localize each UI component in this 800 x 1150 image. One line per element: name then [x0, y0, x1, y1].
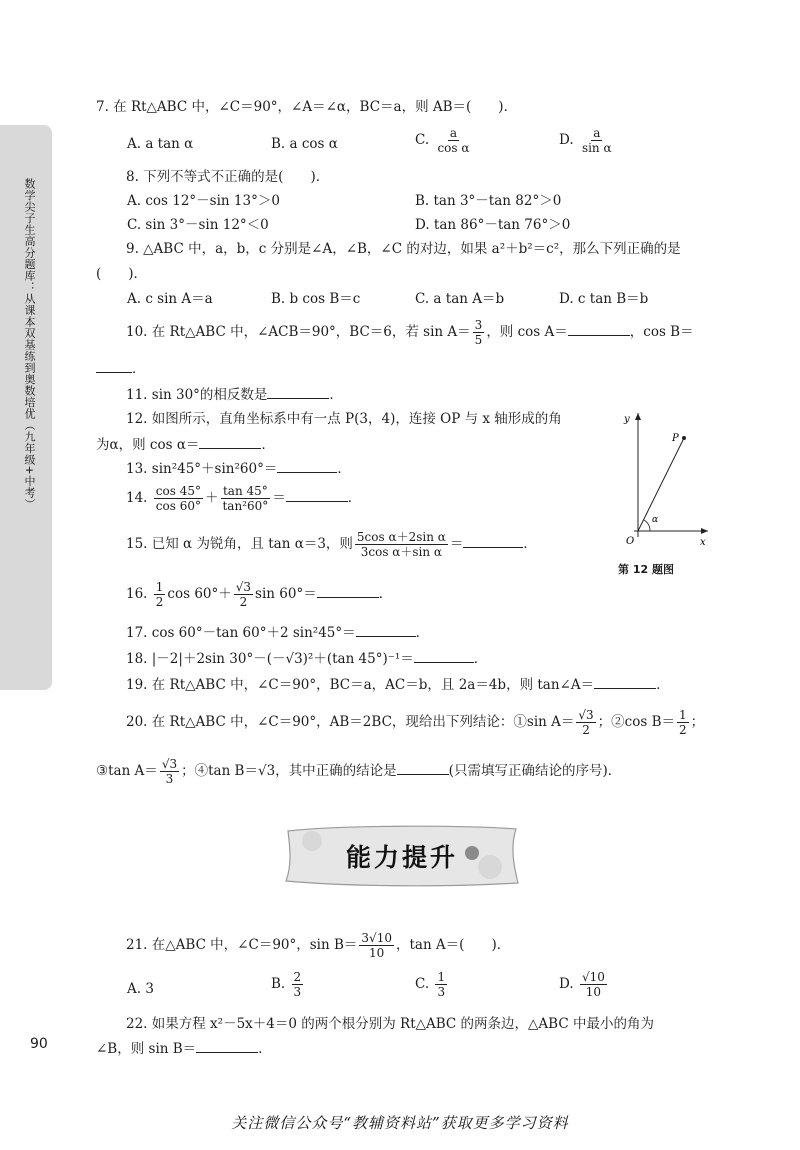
fraction	[220, 484, 270, 513]
fraction	[435, 126, 471, 155]
fraction	[473, 318, 485, 347]
denominator: 3	[165, 772, 174, 786]
question-17	[126, 622, 429, 643]
question-18-end: ．	[473, 651, 488, 667]
question-18	[126, 648, 487, 669]
question-9-option-a: A. c sin A＝a	[127, 291, 213, 307]
question-10-text-mid2: ，cos B＝	[629, 324, 694, 340]
question-15-end: ．	[523, 536, 537, 552]
numerator: 2	[293, 970, 302, 984]
x-axis-label: x	[700, 537, 706, 548]
answer-blank[interactable]	[96, 358, 132, 373]
question-16	[126, 580, 392, 609]
question-10-text-mid: ，则 cos A＝	[486, 324, 568, 340]
question-11-end: ．	[329, 387, 343, 403]
question-21	[126, 931, 510, 960]
denominator: 10	[585, 985, 602, 999]
question-16-term-1: cos 60°＋	[167, 586, 232, 602]
question-13	[126, 458, 351, 479]
numerator: tan 45°	[222, 484, 268, 498]
figure-caption: 第 12 题图	[618, 563, 674, 576]
option-label: B.	[271, 976, 286, 992]
x-axis-arrow	[701, 528, 708, 534]
fraction	[435, 970, 447, 999]
numerator: cos 45°	[155, 484, 201, 498]
question-14-label: 14.	[126, 490, 148, 506]
footer-note: 关注微信公众号“教辅资料站”获取更多学习资料	[231, 1114, 569, 1132]
question-7-option-a: A. a tan α	[127, 136, 194, 152]
question-17-text: 17. cos 60°－tan 60°＋2 sin²45°＝	[126, 625, 356, 641]
question-15	[126, 530, 537, 559]
question-10-line-1	[126, 318, 694, 347]
denominator: sin α	[581, 141, 612, 155]
side-tab-title: 数学尖子生高分题库：从课本双基练到奥数培优（九年级+中考）	[23, 178, 36, 510]
point-p	[682, 436, 686, 440]
question-20-text-2-mid: ；④tan B＝√3，其中正确的结论是	[181, 763, 397, 779]
question-8-stem: 8. 下列不等式不正确的是( )．	[126, 169, 330, 185]
denominator: 10	[369, 946, 385, 960]
question-16-term-2: sin 60°＝	[255, 586, 317, 602]
question-21-option-d	[559, 970, 609, 999]
answer-blank[interactable]	[277, 458, 337, 473]
question-22-text: ∠B，则 sin B＝	[96, 1041, 197, 1057]
question-14	[126, 484, 361, 513]
answer-blank[interactable]	[286, 487, 348, 502]
numerator: a	[593, 126, 601, 140]
question-11	[126, 384, 343, 405]
question-21-option-c	[415, 970, 449, 999]
denominator: cos 60°	[155, 499, 201, 513]
question-21-text: 21. 在△ABC 中，∠C＝90°，sin B＝	[126, 937, 358, 953]
section-banner-text	[282, 823, 522, 889]
question-20-text: 20. 在 Rt△ABC 中，∠C＝90°，AB＝2BC，现给出下列结论：①sin A＝	[126, 714, 575, 730]
denominator: 2	[155, 595, 164, 609]
question-20-text-mid: ；②cos B＝	[597, 714, 675, 730]
denominator: 5	[474, 333, 483, 347]
y-axis-label: y	[624, 414, 630, 425]
option-label: D.	[559, 976, 574, 992]
answer-blank[interactable]	[568, 321, 630, 336]
answer-blank[interactable]	[397, 760, 449, 775]
question-17-end: ．	[415, 625, 430, 641]
denominator: cos α	[437, 141, 470, 155]
segment-op	[638, 438, 684, 531]
numerator: 1	[155, 580, 164, 594]
answer-blank[interactable]	[463, 533, 523, 548]
numerator: 1	[679, 708, 687, 722]
question-19-text: 19. 在 Rt△ABC 中，∠C＝90°，BC＝a，AC＝b，且 2a＝4b，则 tan∠A＝	[126, 677, 595, 693]
fraction	[154, 580, 166, 609]
angle-label: α	[652, 515, 659, 525]
page-number: 90	[30, 1036, 48, 1052]
fraction	[355, 530, 448, 559]
numerator: 3	[474, 318, 483, 332]
denominator: 2	[679, 723, 687, 737]
fraction	[576, 708, 595, 737]
equals-sign: ＝	[272, 490, 286, 506]
question-22-line-1: 22. 如果方程 x²－5x＋4＝0 的两个根分别为 Rt△ABC 的两条边，△ABC 中最小的角为	[126, 1016, 654, 1032]
equals-sign: ＝	[449, 536, 464, 552]
question-20-line-2	[96, 757, 621, 786]
numerator: 3√10	[361, 931, 392, 945]
question-7-option-d	[559, 126, 616, 155]
question-22-end: ．	[258, 1041, 272, 1057]
fraction	[580, 970, 607, 999]
question-10-text: 10. 在 Rt△ABC 中，∠ACB＝90°，BC＝6，若 sin A＝	[126, 324, 471, 340]
numerator: √3	[578, 708, 594, 722]
origin-label: O	[626, 536, 635, 547]
question-12-text: 为α，则 cos α＝	[96, 437, 200, 453]
option-label: C.	[415, 976, 430, 992]
numerator: a	[449, 126, 458, 140]
answer-blank[interactable]	[317, 583, 379, 598]
y-axis-arrow	[635, 413, 641, 420]
fraction	[292, 970, 304, 999]
denominator: 2	[582, 723, 590, 737]
question-9-stem-cont: ( )．	[96, 266, 148, 282]
question-11-text: 11. sin 30°的相反数是	[126, 387, 268, 403]
fraction	[677, 708, 689, 737]
question-21-option-a: A. 3	[127, 981, 154, 997]
fraction	[359, 931, 394, 960]
numerator: √3	[235, 580, 252, 594]
question-8-option-b: B. tan 3°－tan 82°＞0	[415, 193, 562, 209]
question-8-option-d: D. tan 86°－tan 76°＞0	[415, 217, 571, 233]
plus-sign: ＋	[204, 490, 219, 506]
numerator: √3	[161, 757, 178, 771]
question-19	[126, 674, 670, 695]
question-22-line-2	[96, 1038, 272, 1059]
answer-blank[interactable]	[267, 384, 329, 399]
question-13-end: ．	[337, 461, 351, 477]
question-7-option-b: B. a cos α	[271, 136, 338, 152]
option-label: D.	[559, 132, 574, 148]
question-10-end: ．	[132, 361, 146, 377]
question-8-option-c: C. sin 3°－sin 12°＜0	[127, 217, 269, 233]
question-12-end: ．	[261, 437, 275, 453]
question-14-end: ．	[347, 490, 362, 506]
question-21-end: ，tan A＝( )．	[395, 937, 511, 953]
denominator: 3	[437, 985, 446, 999]
question-15-text: 15. 已知 α 为锐角，且 tan α＝3，则	[126, 536, 353, 552]
question-16-end: ．	[378, 586, 393, 602]
fraction	[160, 757, 179, 786]
question-20-line-1	[126, 708, 704, 737]
question-18-text: 18. |－2|＋2sin 30°－(－√3)²＋(tan 45°)⁻¹＝	[126, 651, 414, 667]
question-12-line-2	[96, 434, 275, 455]
question-20-text-2: ③tan A＝	[96, 763, 158, 779]
denominator: 3	[293, 985, 302, 999]
question-12-line-1: 12. 如图所示，直角坐标系中有一点 P(3，4)，连接 OP 与 x 轴形成的角	[126, 411, 562, 427]
numerator: 5cos α＋2sin α	[356, 530, 446, 544]
fraction	[580, 126, 614, 155]
fraction	[234, 580, 253, 609]
question-20-text-end: ；	[690, 714, 705, 730]
numerator: √10	[581, 970, 605, 984]
question-21-option-b	[271, 970, 305, 999]
numerator: 1	[437, 970, 446, 984]
answer-blank[interactable]	[196, 1038, 258, 1053]
denominator: 2	[239, 595, 248, 609]
question-20-text-2-end: (只需填写正确结论的序号)．	[448, 763, 622, 779]
denominator: tan²60°	[222, 499, 269, 513]
question-16-label: 16.	[126, 586, 148, 602]
option-label: C.	[415, 132, 430, 148]
denominator: 3cos α＋sin α	[360, 545, 443, 559]
fraction	[154, 484, 203, 513]
question-9-option-b: B. b cos B＝c	[271, 291, 361, 307]
point-p-label: P	[672, 433, 679, 444]
answer-blank[interactable]	[199, 434, 261, 449]
answer-blank[interactable]	[414, 648, 474, 663]
question-9-option-c: C. a tan A＝b	[415, 291, 505, 307]
angle-arc	[644, 520, 650, 531]
section-title: 能力提升	[345, 843, 458, 872]
question-7-option-c	[415, 126, 473, 155]
question-7-stem: 7. 在 Rt△ABC 中，∠C＝90°，∠A＝∠α，BC＝a，则 AB＝( )．	[96, 99, 518, 115]
answer-blank[interactable]	[356, 622, 416, 637]
question-9-option-d: D. c tan B＝b	[559, 291, 649, 307]
question-10-line-2	[96, 358, 146, 379]
coordinate-figure	[604, 405, 714, 555]
answer-blank[interactable]	[594, 674, 656, 689]
question-8-option-a: A. cos 12°－sin 13°＞0	[127, 193, 280, 209]
question-9-stem: 9. △ABC 中，a，b，c 分别是∠A，∠B，∠C 的对边，如果 a²＋b²＝c²，那么下列正确的是	[126, 241, 681, 257]
question-19-end: ．	[656, 677, 670, 693]
question-13-text: 13. sin²45°＋sin²60°＝	[126, 461, 278, 477]
